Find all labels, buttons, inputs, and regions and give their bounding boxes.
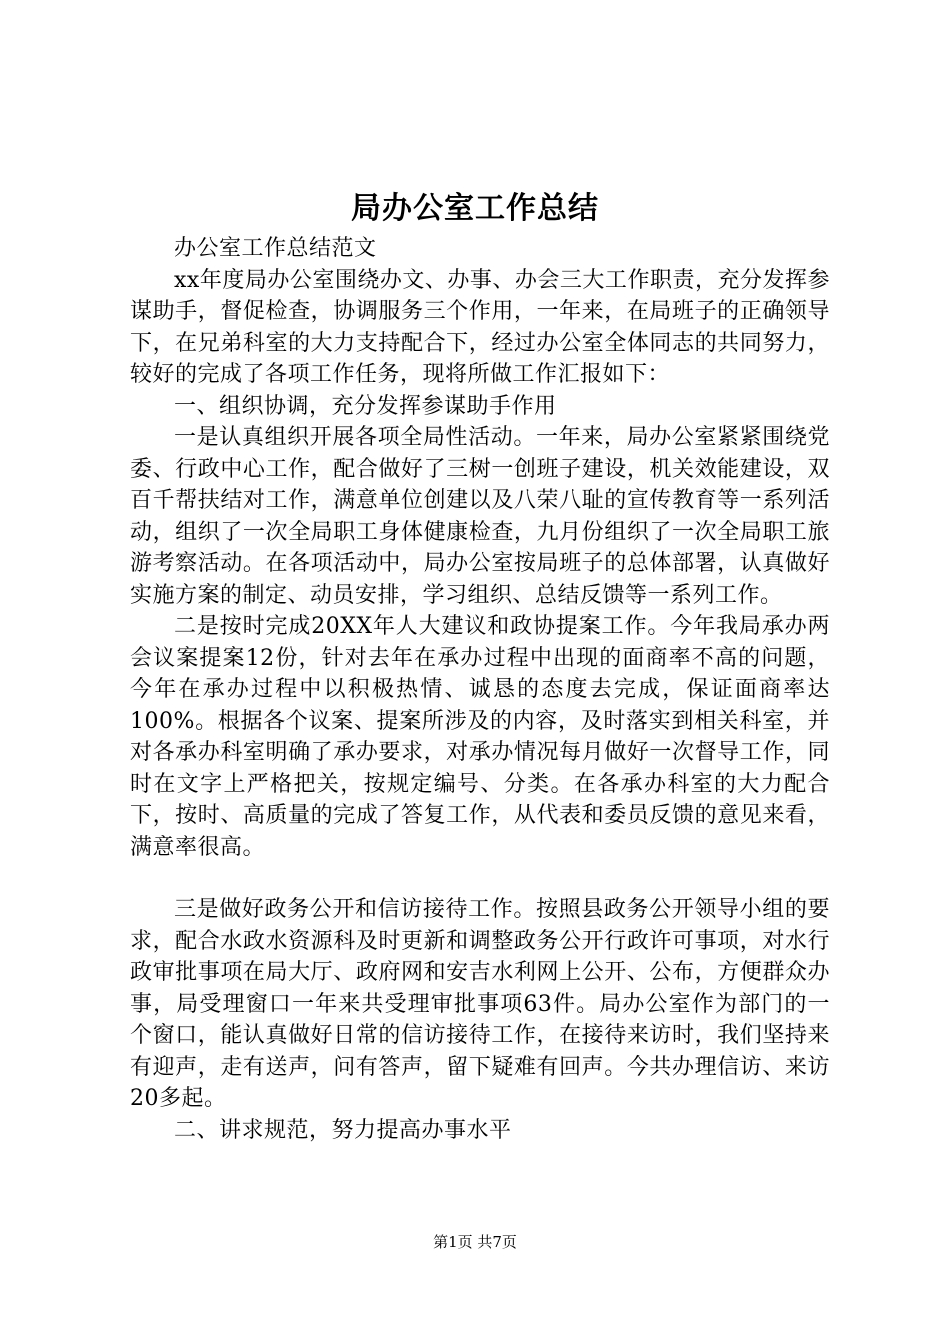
document-title: 局办公室工作总结 <box>351 191 599 226</box>
page-number-footer: 第1页 共7页 <box>433 1233 517 1251</box>
body-paragraph-3: 三是做好政务公开和信访接待工作。按照县政务公开领导小组的要求，配合水政水资源科及时更新和调整政务公开行政许可事项，对水行政审批事项在局大厅、政府网和安吉水利网上公开、公布，方便群众办事，局受理窗口一年来共受理审批事项63件。局办公室作为部门的一个窗口，能认真做好日常的信访接待工作，在接待来访时，我们坚持来有迎声，走有送声，问有答声，留下疑难有回声。今共办理信访、来访20多起。 <box>130 897 830 1111</box>
intro-paragraph: xx年度局办公室围绕办文、办事、办会三大工作职责，充分发挥参谋助手，督促检查，协调服务三个作用，一年来，在局班子的正确领导下，在兄弟科室的大力支持配合下，经过办公室全体同志的共同努力，较好的完成了各项工作任务，现将所做工作汇报如下： <box>130 267 830 387</box>
document-body <box>130 233 830 1146</box>
section-heading-1: 一、组织协调，充分发挥参谋助手作用 <box>174 393 557 419</box>
body-paragraph-2: 二是按时完成20XX年人大建议和政协提案工作。今年我局承办两会议案提案12份，针对去年在承办过程中出现的面商率不高的问题，今年在承办过程中以积极热情、诚恳的态度去完成，保证面商率达100%。根据各个议案、提案所涉及的内容，及时落实到相关科室，并对各承办科室明确了承办要求，对承办情况每月做好一次督导工作，同时在文字上严格把关，按规定编号、分类。在各承办科室的大力配合下，按时、高质量的完成了答复工作，从代表和委员反馈的意见来看，满意率很高。 <box>130 614 830 860</box>
body-paragraph-1: 一是认真组织开展各项全局性活动。一年来，局办公室紧紧围绕党委、行政中心工作，配合做好了三树一创班子建设，机关效能建设，双百千帮扶结对工作，满意单位创建以及八荣八耻的宣传教育等一系列活动，组织了一次全局职工身体健康检查，九月份组织了一次全局职工旅游考察活动。在各项活动中，局办公室按局班子的总体部署，认真做好实施方案的制定、动员安排，学习组织、总结反馈等一系列工作。 <box>130 425 830 608</box>
section-heading-2: 二、讲求规范，努力提高办事水平 <box>174 1117 512 1143</box>
subtitle-paragraph: 办公室工作总结范文 <box>174 236 377 261</box>
